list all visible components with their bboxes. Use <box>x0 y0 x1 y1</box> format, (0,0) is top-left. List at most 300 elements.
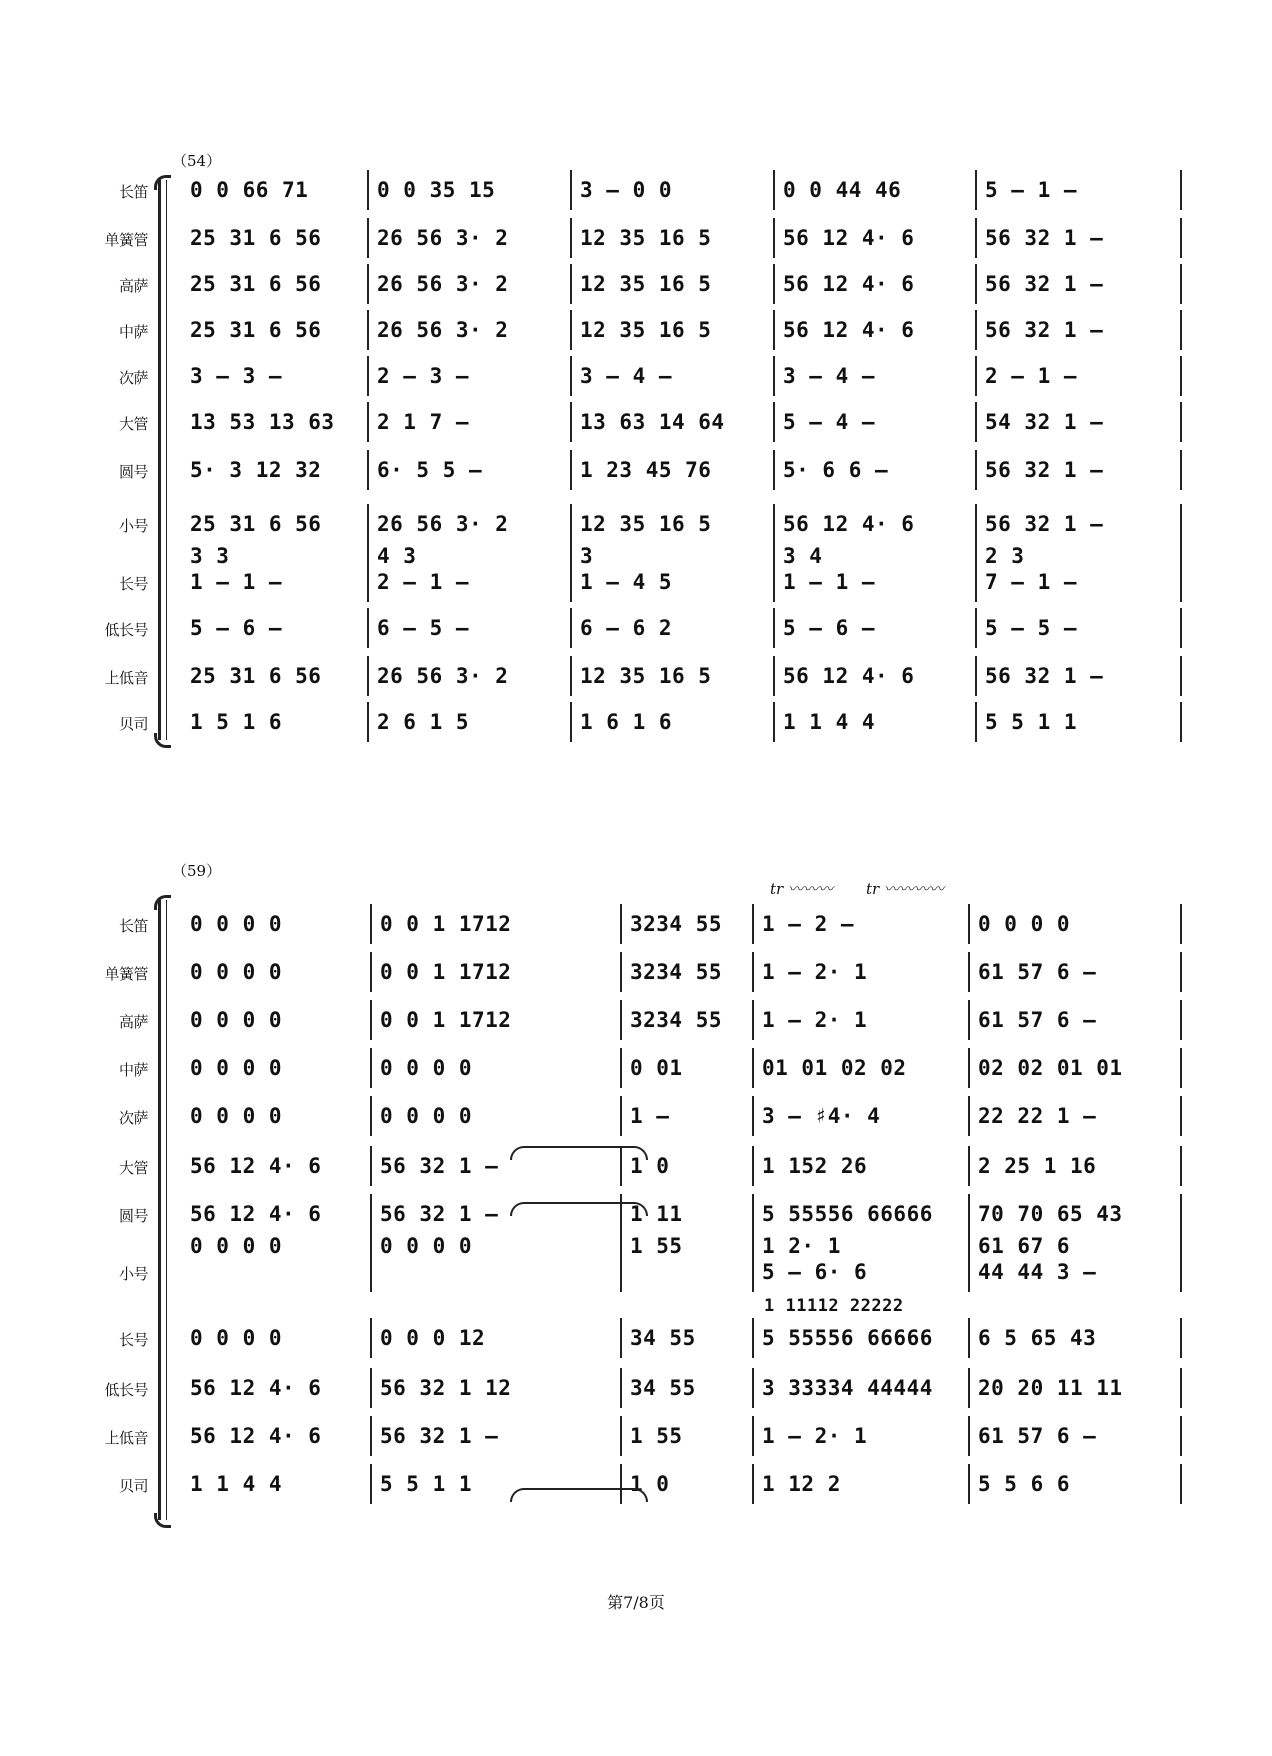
measure <box>979 450 1176 490</box>
measure <box>184 952 366 992</box>
measure <box>624 1416 748 1456</box>
measure <box>777 608 971 648</box>
note-group: 26 56 3· 2 <box>377 272 509 296</box>
measure <box>756 1318 964 1358</box>
barline <box>1180 310 1182 350</box>
barline <box>752 904 754 944</box>
note-group: 12 35 16 5 <box>580 512 712 536</box>
measure <box>972 1000 1176 1040</box>
note-group: 25 31 6 56 <box>190 664 322 688</box>
measure <box>371 402 566 442</box>
staff-row <box>0 1368 1272 1408</box>
measure <box>184 1096 366 1136</box>
measure <box>184 218 363 258</box>
measure <box>184 1048 366 1088</box>
barline <box>570 450 572 490</box>
note-group: 0 0 0 0 <box>380 1234 473 1258</box>
trill-mark: tr 〰〰〰 <box>770 880 833 898</box>
note-group: 22 22 1 – <box>978 1104 1097 1128</box>
barline <box>367 310 369 350</box>
measure <box>184 562 363 602</box>
instrument-label: 长号 <box>118 575 148 593</box>
note-group: 2 1 7 – <box>377 410 470 434</box>
staff-row <box>0 450 1272 490</box>
measure <box>624 1252 748 1292</box>
note-group: 56 12 4· 6 <box>190 1202 322 1226</box>
barline <box>570 536 572 602</box>
measure <box>184 356 363 396</box>
note-group: 56 32 1 – <box>985 272 1104 296</box>
instrument-label: 单簧管 <box>104 965 148 983</box>
note-group: 56 32 1 – <box>985 226 1104 250</box>
measure <box>777 264 971 304</box>
barline <box>367 264 369 304</box>
note-group: 0 0 0 12 <box>380 1326 486 1350</box>
instrument-label: 单簧管 <box>104 231 148 249</box>
note-group: 0 0 0 0 <box>978 912 1071 936</box>
barline <box>975 702 977 742</box>
note-group: 61 57 6 – <box>978 960 1097 984</box>
instrument-label: 贝司 <box>118 715 148 733</box>
staff-row <box>0 402 1272 442</box>
measure <box>374 1096 616 1136</box>
note-group: 5 – 1 – <box>985 178 1078 202</box>
barline <box>370 1464 372 1504</box>
barline <box>570 702 572 742</box>
barline <box>975 402 977 442</box>
note-group: 0 0 1 1712 <box>380 1008 512 1032</box>
note-group: 56 12 4· 6 <box>190 1376 322 1400</box>
barline <box>773 170 775 210</box>
measure <box>756 904 964 944</box>
note-group: 54 32 1 – <box>985 410 1104 434</box>
measure <box>777 562 971 602</box>
note-group: 1 – <box>630 1104 670 1128</box>
note-group: 1 – 4 5 <box>580 570 673 594</box>
barline <box>370 952 372 992</box>
staff-row <box>0 952 1272 992</box>
barline <box>367 170 369 210</box>
barline <box>1180 702 1182 742</box>
note-group: 56 12 4· 6 <box>783 318 915 342</box>
note-group: 1 5 1 6 <box>190 710 283 734</box>
barline <box>1180 1464 1182 1504</box>
measure <box>184 402 363 442</box>
measure <box>184 1416 366 1456</box>
barline <box>968 1146 970 1186</box>
barline <box>975 264 977 304</box>
note-group: 1 1 4 4 <box>783 710 876 734</box>
barline <box>773 218 775 258</box>
measure <box>972 1096 1176 1136</box>
measure <box>979 356 1176 396</box>
note-group: 0 0 0 0 <box>190 960 283 984</box>
note-group: 25 31 6 56 <box>190 272 322 296</box>
measure <box>574 264 769 304</box>
instrument-label: 高萨 <box>118 1013 148 1031</box>
note-group: 12 35 16 5 <box>580 226 712 250</box>
note-group: 5· 6 6 – <box>783 458 889 482</box>
instrument-label: 次萨 <box>118 1109 148 1127</box>
tie <box>510 1488 648 1502</box>
measure <box>371 656 566 696</box>
barline <box>620 952 622 992</box>
note-group: 1 12 2 <box>762 1472 841 1496</box>
barline <box>975 536 977 602</box>
staff-row <box>0 310 1272 350</box>
barline <box>620 1000 622 1040</box>
note-group: 1 6 1 6 <box>580 710 673 734</box>
note-group: 0 0 0 0 <box>190 1104 283 1128</box>
instrument-label: 次萨 <box>118 369 148 387</box>
barline <box>975 450 977 490</box>
note-group: 3 – 4 – <box>580 364 673 388</box>
note-group: 01 01 02 02 <box>762 1056 907 1080</box>
barline <box>1180 170 1182 210</box>
measure <box>756 1252 964 1292</box>
note-group: 0 0 0 0 <box>190 1056 283 1080</box>
note-group: 56 12 4· 6 <box>190 1424 322 1448</box>
instrument-label: 圆号 <box>118 463 148 481</box>
note-group: 26 56 3· 2 <box>377 512 509 536</box>
barline <box>752 1096 754 1136</box>
barline <box>1180 1048 1182 1088</box>
measure <box>374 904 616 944</box>
measure <box>972 1368 1176 1408</box>
instrument-label: 上低音 <box>104 1429 148 1447</box>
measure <box>184 450 363 490</box>
barline <box>367 536 369 602</box>
measure-number: （54） <box>172 152 222 170</box>
measure <box>574 218 769 258</box>
barline <box>975 356 977 396</box>
barline <box>752 1464 754 1504</box>
barline <box>773 702 775 742</box>
note-group: 0 0 1 1712 <box>380 912 512 936</box>
note-group: 1 55 <box>630 1424 683 1448</box>
note-group: 56 32 1 – <box>380 1202 499 1226</box>
note-group: 56 12 4· 6 <box>190 1154 322 1178</box>
barline <box>1180 608 1182 648</box>
note-group: 0 0 0 0 <box>380 1056 473 1080</box>
note-group: 1 152 26 <box>762 1154 868 1178</box>
note-group: 1 – 2· 1 <box>762 1424 868 1448</box>
measure <box>979 170 1176 210</box>
measure <box>371 562 566 602</box>
note-group: 0 0 66 71 <box>190 178 309 202</box>
barline <box>752 1000 754 1040</box>
barline <box>1180 264 1182 304</box>
barline <box>370 1318 372 1358</box>
measure <box>624 1318 748 1358</box>
note-group: 56 32 1 – <box>985 664 1104 688</box>
barline <box>370 1000 372 1040</box>
note-group: 3 <box>580 544 594 568</box>
measure <box>972 904 1176 944</box>
staff-row <box>0 1416 1272 1456</box>
note-group: 5 5 6 6 <box>978 1472 1071 1496</box>
note-group: 34 55 <box>630 1376 696 1400</box>
note-group: 5 55556 66666 <box>762 1326 933 1350</box>
measure <box>979 310 1176 350</box>
instrument-label: 长笛 <box>118 917 148 935</box>
note-group: 6 5 65 43 <box>978 1326 1097 1350</box>
barline <box>1180 402 1182 442</box>
note-group: 2 6 1 5 <box>377 710 470 734</box>
measure <box>574 402 769 442</box>
measure <box>574 170 769 210</box>
note-group: 1 – 1 – <box>783 570 876 594</box>
note-group: 70 70 65 43 <box>978 1202 1123 1226</box>
measure <box>374 952 616 992</box>
barline <box>620 1368 622 1408</box>
measure <box>184 310 363 350</box>
barline <box>620 904 622 944</box>
measure <box>979 608 1176 648</box>
note-group: 3 33334 44444 <box>762 1376 933 1400</box>
instrument-label: 低长号 <box>104 1381 148 1399</box>
note-group: 56 12 4· 6 <box>783 512 915 536</box>
note-group: 61 57 6 – <box>978 1424 1097 1448</box>
barline <box>773 450 775 490</box>
measure <box>574 608 769 648</box>
staff-row <box>0 356 1272 396</box>
barline <box>752 1318 754 1358</box>
barline <box>968 1048 970 1088</box>
measure <box>979 218 1176 258</box>
note-group: 6· 5 5 – <box>377 458 483 482</box>
barline <box>968 1000 970 1040</box>
barline <box>975 170 977 210</box>
measure <box>184 1368 366 1408</box>
note-group: 5 5 1 1 <box>985 710 1078 734</box>
measure <box>624 1000 748 1040</box>
note-group: 56 32 1 – <box>985 458 1104 482</box>
note-group: 5 55556 66666 <box>762 1202 933 1226</box>
note-group: 6 – 5 – <box>377 616 470 640</box>
tie <box>510 1202 648 1216</box>
measure <box>374 1318 616 1358</box>
measure <box>371 170 566 210</box>
page-number: 第7/8页 <box>607 1593 665 1612</box>
measure <box>979 702 1176 742</box>
measure <box>184 170 363 210</box>
staff-row <box>0 1048 1272 1088</box>
barline <box>968 1226 970 1292</box>
staff-row <box>0 1000 1272 1040</box>
note-group: 13 63 14 64 <box>580 410 725 434</box>
measure <box>972 1318 1176 1358</box>
measure <box>979 402 1176 442</box>
measure <box>574 656 769 696</box>
instrument-label: 小号 <box>118 517 148 535</box>
barline <box>367 450 369 490</box>
staff-row <box>0 264 1272 304</box>
barline <box>1180 904 1182 944</box>
note-group: 1 – 2 – <box>762 912 855 936</box>
barline <box>773 264 775 304</box>
barline <box>1180 1318 1182 1358</box>
barline <box>367 656 369 696</box>
note-group: 3 – 3 – <box>190 364 283 388</box>
barline <box>773 536 775 602</box>
measure <box>777 450 971 490</box>
note-group: 2 – 1 – <box>985 364 1078 388</box>
measure <box>972 952 1176 992</box>
barline <box>752 1226 754 1292</box>
barline <box>1180 1000 1182 1040</box>
bracket-bottom <box>154 1513 171 1528</box>
barline <box>620 1226 622 1292</box>
instrument-label: 圆号 <box>118 1207 148 1225</box>
barline <box>367 356 369 396</box>
barline <box>1180 356 1182 396</box>
measure <box>184 1318 366 1358</box>
barline <box>570 170 572 210</box>
note-group: 5 – 6 – <box>783 616 876 640</box>
note-group: 5 – 6 – <box>190 616 283 640</box>
note-group: 1 23 45 76 <box>580 458 712 482</box>
note-group: 0 0 0 0 <box>380 1104 473 1128</box>
note-group: 44 44 3 – <box>978 1260 1097 1284</box>
measure <box>371 702 566 742</box>
measure <box>972 1146 1176 1186</box>
measure <box>756 1048 964 1088</box>
note-group: 12 35 16 5 <box>580 272 712 296</box>
staff-row <box>0 1096 1272 1136</box>
note-group: 56 32 1 – <box>985 512 1104 536</box>
instrument-label: 低长号 <box>104 621 148 639</box>
staff-row <box>0 702 1272 742</box>
note-group: 1 0 <box>630 1472 670 1496</box>
note-group: 02 02 01 01 <box>978 1056 1123 1080</box>
barline <box>1180 1146 1182 1186</box>
instrument-label: 上低音 <box>104 669 148 687</box>
note-group: 3 4 <box>783 544 823 568</box>
note-group: 26 56 3· 2 <box>377 226 509 250</box>
measure <box>374 1416 616 1456</box>
note-group: 2 – 3 – <box>377 364 470 388</box>
barline <box>773 402 775 442</box>
barline <box>370 1096 372 1136</box>
note-group: 1 0 <box>630 1154 670 1178</box>
note-group: 2 25 1 16 <box>978 1154 1097 1178</box>
measure <box>184 608 363 648</box>
measure <box>574 450 769 490</box>
measure <box>374 1048 616 1088</box>
barline <box>570 310 572 350</box>
note-group: 7 – 1 – <box>985 570 1078 594</box>
barline <box>570 264 572 304</box>
instrument-label: 大管 <box>118 415 148 433</box>
note-group: 1 – 2· 1 <box>762 960 868 984</box>
measure <box>756 952 964 992</box>
measure <box>184 264 363 304</box>
barline <box>620 1096 622 1136</box>
note-group: 3234 55 <box>630 912 723 936</box>
barline <box>570 608 572 648</box>
instrument-label: 贝司 <box>118 1477 148 1495</box>
note-group: 1 1 4 4 <box>190 1472 283 1496</box>
barline <box>370 904 372 944</box>
note-group: 13 53 13 63 <box>190 410 335 434</box>
measure <box>979 562 1176 602</box>
note-group: 61 57 6 – <box>978 1008 1097 1032</box>
staff-row <box>0 1252 1272 1292</box>
note-group: 12 35 16 5 <box>580 318 712 342</box>
barline <box>968 1464 970 1504</box>
measure-number: （59） <box>172 862 222 880</box>
measure <box>624 1368 748 1408</box>
note-group: 0 0 0 0 <box>190 912 283 936</box>
barline <box>367 218 369 258</box>
measure <box>756 1000 964 1040</box>
note-group: 56 12 4· 6 <box>783 226 915 250</box>
barline <box>975 218 977 258</box>
barline <box>975 656 977 696</box>
instrument-label: 长笛 <box>118 183 148 201</box>
measure <box>979 656 1176 696</box>
barline <box>773 356 775 396</box>
barline <box>968 952 970 992</box>
barline <box>1180 1368 1182 1408</box>
barline <box>968 1096 970 1136</box>
barline <box>968 1368 970 1408</box>
note-group: 0 0 1 1712 <box>380 960 512 984</box>
measure <box>374 1252 616 1292</box>
barline <box>1180 450 1182 490</box>
note-group: 1 – 2· 1 <box>762 1008 868 1032</box>
note-group: 5· 3 12 32 <box>190 458 322 482</box>
measure <box>756 1096 964 1136</box>
measure <box>371 310 566 350</box>
measure <box>574 562 769 602</box>
measure <box>777 356 971 396</box>
barline <box>1180 1226 1182 1292</box>
measure <box>756 1464 964 1504</box>
note-group: 0 0 0 0 <box>190 1326 283 1350</box>
note-group: 3234 55 <box>630 960 723 984</box>
note-group: 25 31 6 56 <box>190 318 322 342</box>
measure <box>574 356 769 396</box>
measure <box>777 170 971 210</box>
barline <box>968 1416 970 1456</box>
barline <box>570 656 572 696</box>
note-group: 20 20 11 11 <box>978 1376 1123 1400</box>
note-group: 1 55 <box>630 1234 683 1258</box>
barline <box>370 1368 372 1408</box>
measure <box>972 1252 1176 1292</box>
barline <box>1180 218 1182 258</box>
staff-row <box>0 656 1272 696</box>
barline <box>1180 952 1182 992</box>
note-group: 5 5 1 1 <box>380 1472 473 1496</box>
note-group: 5 – 6· 6 <box>762 1260 868 1284</box>
staff-row <box>0 1296 1272 1358</box>
barline <box>752 952 754 992</box>
note-group: 56 32 1 12 <box>380 1376 512 1400</box>
measure <box>574 702 769 742</box>
barline <box>367 402 369 442</box>
note-group: 26 56 3· 2 <box>377 664 509 688</box>
barline <box>752 1368 754 1408</box>
barline <box>370 1146 372 1186</box>
barline <box>1180 656 1182 696</box>
barline <box>570 402 572 442</box>
note-group: 3 3 <box>190 544 230 568</box>
note-group: 56 32 1 – <box>380 1424 499 1448</box>
measure <box>184 1000 366 1040</box>
